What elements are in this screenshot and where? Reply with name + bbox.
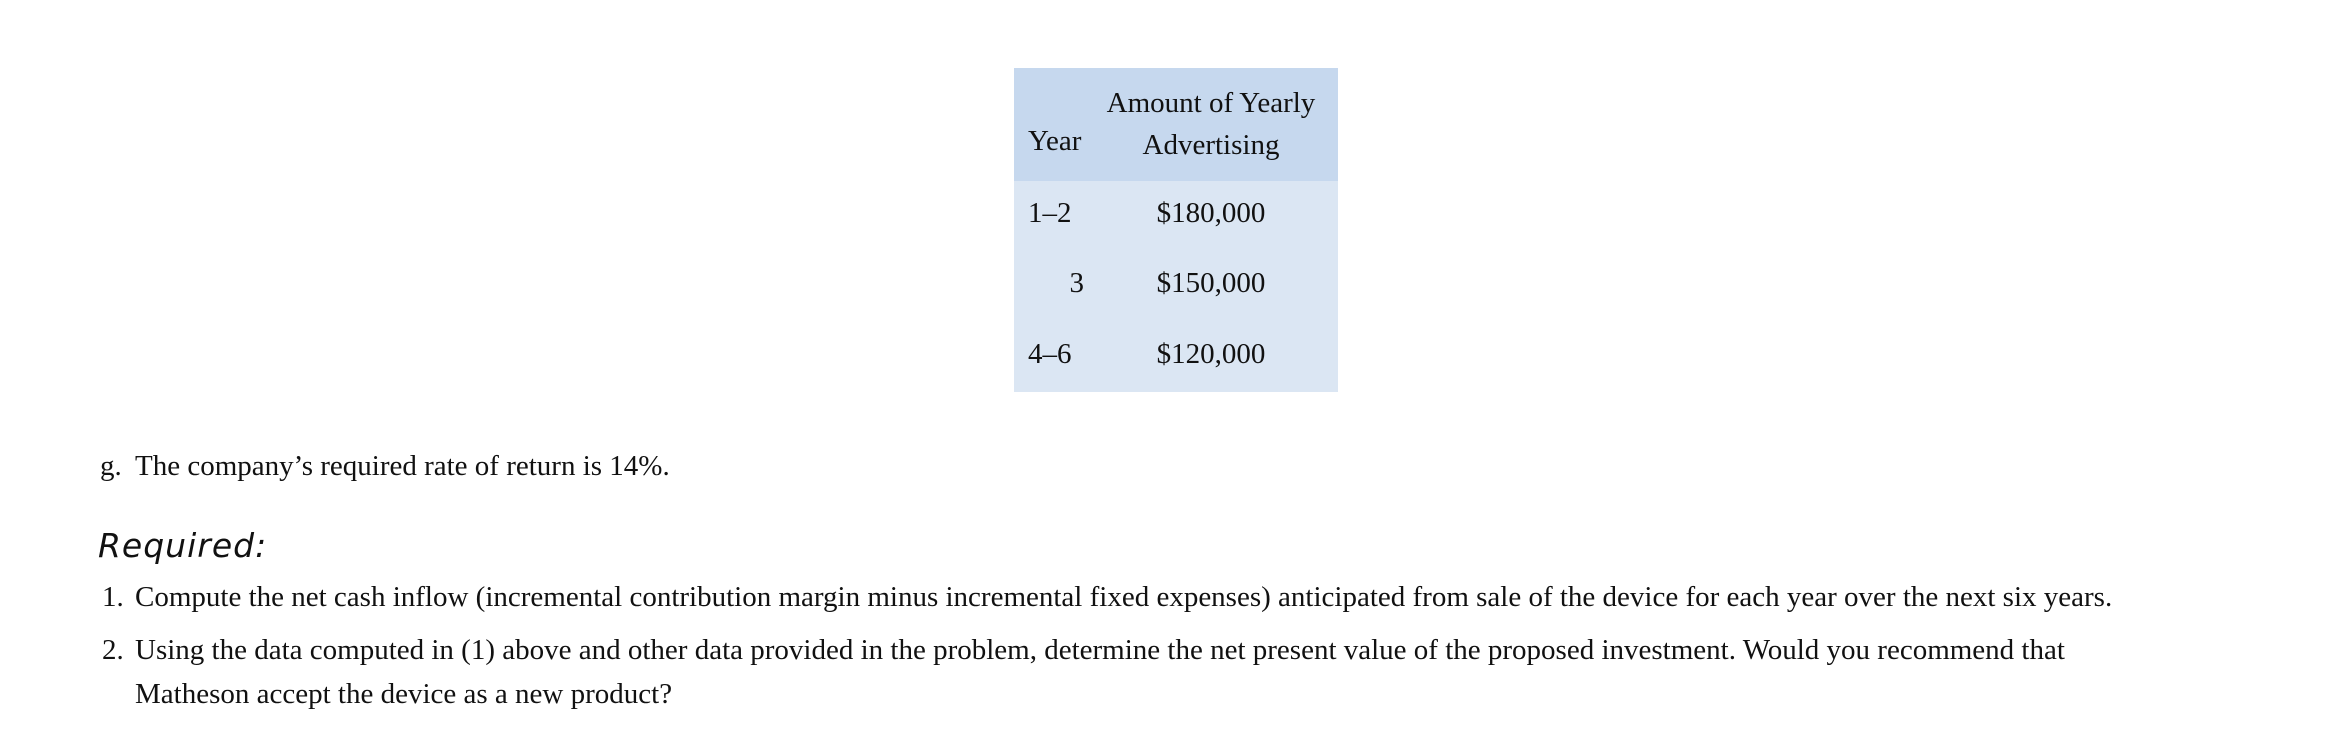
- required-heading: Required:: [98, 526, 268, 565]
- table-row: [1014, 196, 1338, 266]
- table-row: [1014, 266, 1338, 336]
- item-text: Using the data computed in (1) above and other data provided in the problem, determine the net present value of the proposed investment. Would you recommend that: [135, 634, 2065, 666]
- list-marker: g.: [100, 450, 122, 482]
- amount-column-header: Amount of Yearly Advertising: [1106, 87, 1316, 161]
- table-row: [1014, 337, 1338, 407]
- amount-cell: $180,000: [1156, 197, 1266, 229]
- list-marker: 2.: [102, 634, 124, 666]
- year-cell: 4–6: [1028, 338, 1072, 370]
- year-column-header: Year: [1028, 125, 1082, 157]
- amount-cell: $150,000: [1156, 267, 1266, 299]
- item-text-continued: Matheson accept the device as a new product?: [135, 678, 673, 710]
- note-text: The company’s required rate of return is 14%.: [135, 450, 670, 482]
- year-cell: 3: [1069, 267, 1084, 299]
- advertising-table: [1014, 68, 1338, 392]
- year-cell: 1–2: [1028, 197, 1072, 229]
- table-header: [1014, 68, 1338, 181]
- item-text: Compute the net cash inflow (incremental contribution margin minus incremental fixed expenses) anticipated from sale of the device for each year over the next six years.: [135, 581, 2113, 613]
- list-marker: 1.: [102, 581, 124, 613]
- amount-cell: $120,000: [1156, 338, 1266, 370]
